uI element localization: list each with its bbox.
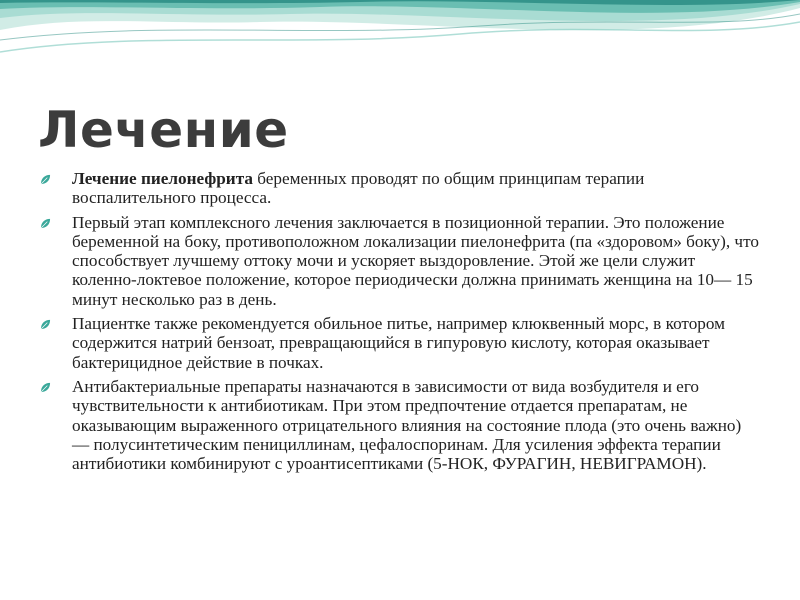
header-wave-decoration	[0, 0, 800, 70]
leaf-bullet-icon	[40, 382, 51, 393]
bullet-list	[40, 169, 760, 478]
bullet-text: беременных проводят по общим принципам терапии воспалительного процесса.	[72, 169, 645, 208]
bullet-item	[40, 314, 760, 372]
leaf-bullet-icon	[40, 319, 51, 330]
leaf-bullet-icon	[40, 218, 51, 229]
slide-title: Лечение	[38, 101, 289, 159]
leaf-bullet-icon	[40, 174, 51, 185]
bullet-item	[40, 213, 760, 309]
bullet-text: Пациентке также рекомендуется обильное питье, например клюквенный морс, в котором содержится натрий бензоат, превращающийся в гипуровую кислоту, которая оказывает бактерицидное действие в почках.	[72, 314, 726, 372]
bullet-lead-text: Лечение пиелонефрита	[72, 169, 253, 188]
bullet-item	[40, 377, 760, 473]
bullet-item	[40, 169, 760, 208]
bullet-text: Антибактериальные препараты назначаются в зависимости от вида возбудителя и его чувствительности к антибиотикам. При этом предпочтение отдается препаратам, не оказывающим выраженного отрицательного влияния на состояние плода (это очень важно) — полусинтетическим пенициллинам, цефалоспоринам. Для усиления эффекта терапии антибиотики комбинируют с уроантисептиками (5-НОК, ФУРАГИН, НЕВИГРАМОН).	[72, 376, 742, 474]
bullet-text: Первый этап комплексного лечения заключается в позиционной терапии. Это положение беременной на боку, противоположном локализации пиелонефрита (па «здоровом» боку), что способствует лучшему оттоку мочи и ускоряет выздоровление. Этой же цели служит коленно-локтевое положение, которое периодически должна принимать женщина на 10— 15 минут несколько раз в день.	[72, 212, 759, 309]
